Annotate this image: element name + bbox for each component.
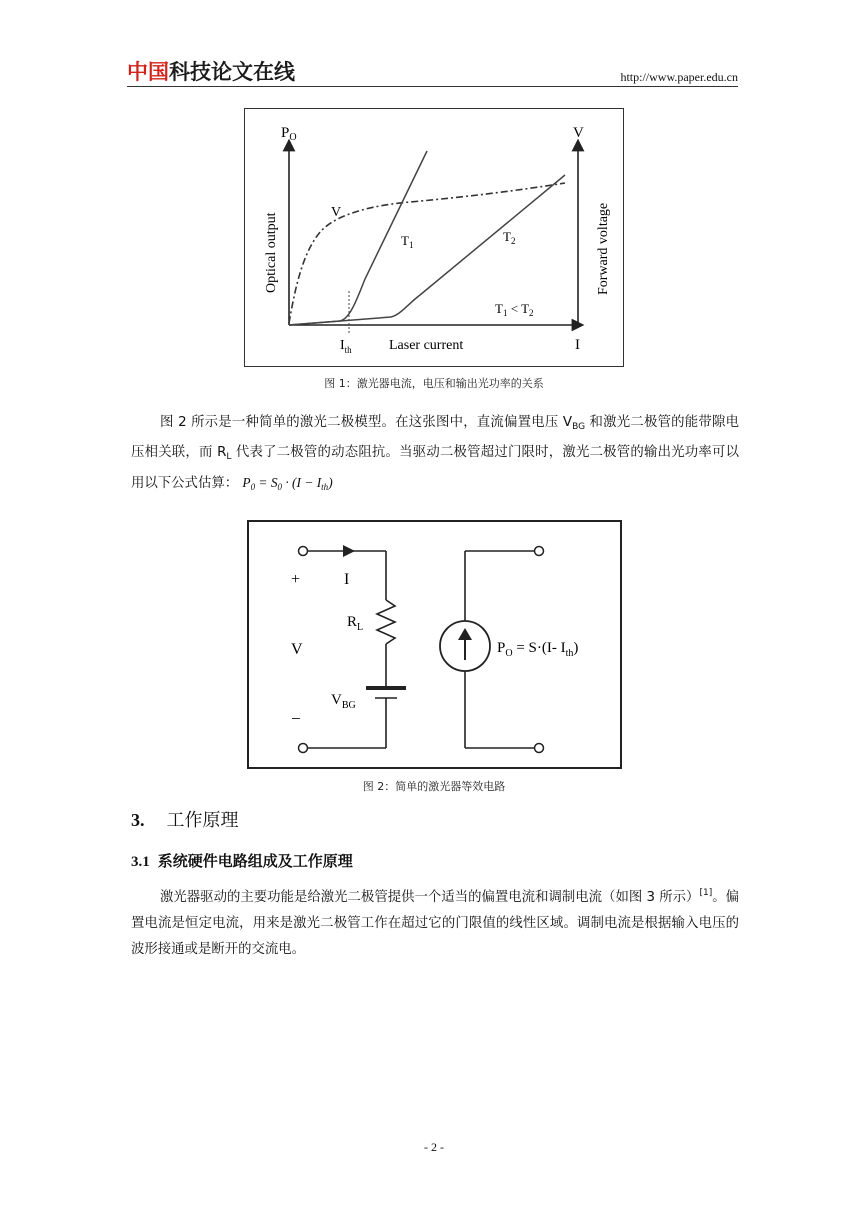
logo-part-dark: 科技论文在线 xyxy=(169,60,295,84)
citation-1[interactable]: [1] xyxy=(699,888,713,898)
section-3-number: 3. xyxy=(131,810,145,830)
voltage-label: V xyxy=(291,641,303,658)
y-left-symbol: $P_O$ xyxy=(281,125,297,143)
current-arrow-icon xyxy=(343,545,355,557)
section-3-1-number: 3.1 xyxy=(131,854,150,870)
figure-1-plot xyxy=(245,109,623,366)
terminal-top-left xyxy=(299,547,308,556)
figure-1-caption: 图 1：激光器电流，电压和输出光功率的关系 xyxy=(324,377,544,390)
threshold-label: $I_{th}$ xyxy=(340,338,352,355)
terminal-bottom-right xyxy=(535,744,544,753)
logo-part-red: 中国 xyxy=(127,60,169,84)
header-url[interactable]: http://www.paper.edu.cn xyxy=(620,70,738,84)
temperature-condition: $T_1 < T_2$ xyxy=(495,301,534,318)
paragraph-2-text-a: 激光器驱动的主要功能是给激光二极管提供一个适当的偏置电流和调制电流（如图 3 所示） xyxy=(160,890,700,905)
paragraph-1-text-b: 和激光二极管的能带隙电压相关联，而 R xyxy=(131,415,739,460)
section-3-1-title: 系统硬件电路组成及工作原理 xyxy=(157,852,353,870)
paragraph-1-text-c: 代表了二极管的动态阻抗。当驱动二极管超过门限时，激光二极管的输出光功率可以用以下公式估算： xyxy=(131,445,739,491)
journal-logo xyxy=(127,58,295,86)
plus-label: + xyxy=(291,571,301,588)
paragraph-1 xyxy=(131,410,739,500)
section-3-title: 工作原理 xyxy=(166,810,239,831)
y-right-label: Forward voltage xyxy=(596,202,611,295)
figure-2 xyxy=(247,520,622,769)
y-right-symbol: V xyxy=(573,125,584,141)
source-equation: $P_O = S\cdot(I-$ $I_{th}$) xyxy=(497,640,579,659)
paragraph-2-text-b: 。偏置电流是恒定电流，用来是激光二极管工作在超过它的门限值的线性区域。调制电流是根据输入电压的波形接通或是断开的交流电。 xyxy=(131,890,740,957)
section-3-1-heading xyxy=(131,850,353,871)
minus-label: − xyxy=(291,709,301,728)
vbg-subscript: BG xyxy=(572,422,586,432)
x-end-label: I xyxy=(575,337,580,353)
header-divider xyxy=(127,86,738,87)
voltage-curve-label: V xyxy=(331,205,342,220)
terminal-bottom-left xyxy=(299,744,308,753)
figure-2-caption: 图 2：简单的激光器等效电路 xyxy=(362,780,506,793)
terminal-top-right xyxy=(535,547,544,556)
resistor-symbol xyxy=(377,600,395,644)
t1-curve-label: $T_1$ xyxy=(401,233,414,250)
t2-curve-label: $T_2$ xyxy=(503,229,516,246)
section-3-heading xyxy=(131,806,239,832)
page-number: - 2 - xyxy=(424,1140,444,1154)
figure-2-circuit xyxy=(249,522,620,767)
y-left-label: Optical output xyxy=(264,212,279,293)
x-label: Laser current xyxy=(389,338,464,353)
paragraph-1-text-a: 图 2 所示是一种简单的激光二极模型。在这张图中，直流偏置电压 V xyxy=(160,415,573,430)
vbg-label: $V_{BG}$ xyxy=(331,692,356,711)
current-label: I xyxy=(344,571,350,588)
paragraph-2 xyxy=(131,880,739,963)
rl-subscript: L xyxy=(226,452,232,462)
rl-label: $R_L$ xyxy=(347,614,364,633)
power-formula: $P_0 = S_0 \cdot (I - I_{th})$ xyxy=(242,475,333,492)
figure-1 xyxy=(244,108,624,367)
